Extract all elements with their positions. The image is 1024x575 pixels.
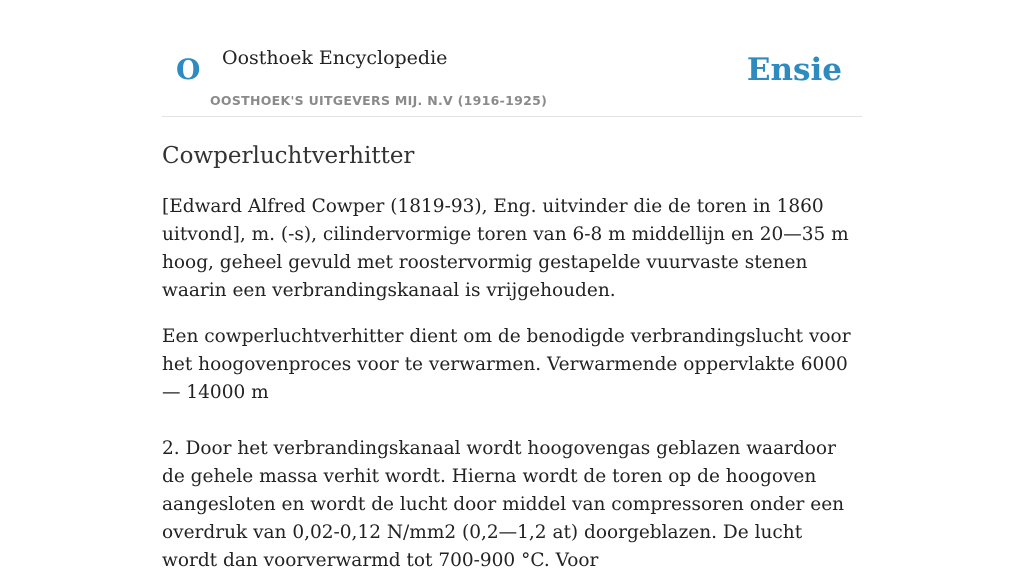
- brand-logo[interactable]: Ensie: [746, 52, 842, 88]
- entry-paragraph: Een cowperluchtverhitter dient om de benodigde verbrandingslucht voor het hoogovenproces voor te verwarmen. Verwarmende oppervlakte 6000— 14000 m: [162, 326, 851, 403]
- entry-content: [162, 117, 862, 575]
- site-header: [162, 0, 862, 117]
- entry-paragraph: [Edward Alfred Cowper (1819-93), Eng. uitvinder die de toren in 1860 uitvond], m. (-s), cilindervormige toren van 6-8 m middellijn en 20—35 m hoog, geheel gevuld met roostervormig gestapelde vuurvaste stenen waarin een verbrandingskanaal is vrijgehouden.: [162, 196, 849, 301]
- entry-title: Cowperluchtverhitter: [162, 143, 415, 169]
- entry-paragraph: 2. Door het verbrandingskanaal wordt hoogovengas geblazen waardoor de gehele massa verhit wordt. Hierna wordt de toren op de hoogoven aangesloten en wordt de lucht door middel van compressoren onder een overdruk van 0,02-0,12 N/mm2 (0,2—1,2 at) doorgeblazen. De lucht wordt dan voorverwarmd tot 700-900 °C. Voor: [162, 438, 845, 571]
- site-title[interactable]: Oosthoek Encyclopedie: [222, 47, 448, 69]
- publisher-label: OOSTHOEK'S UITGEVERS MIJ. N.V (1916-1925): [210, 93, 548, 108]
- logo-icon[interactable]: O: [176, 53, 201, 86]
- page-container: [162, 0, 862, 575]
